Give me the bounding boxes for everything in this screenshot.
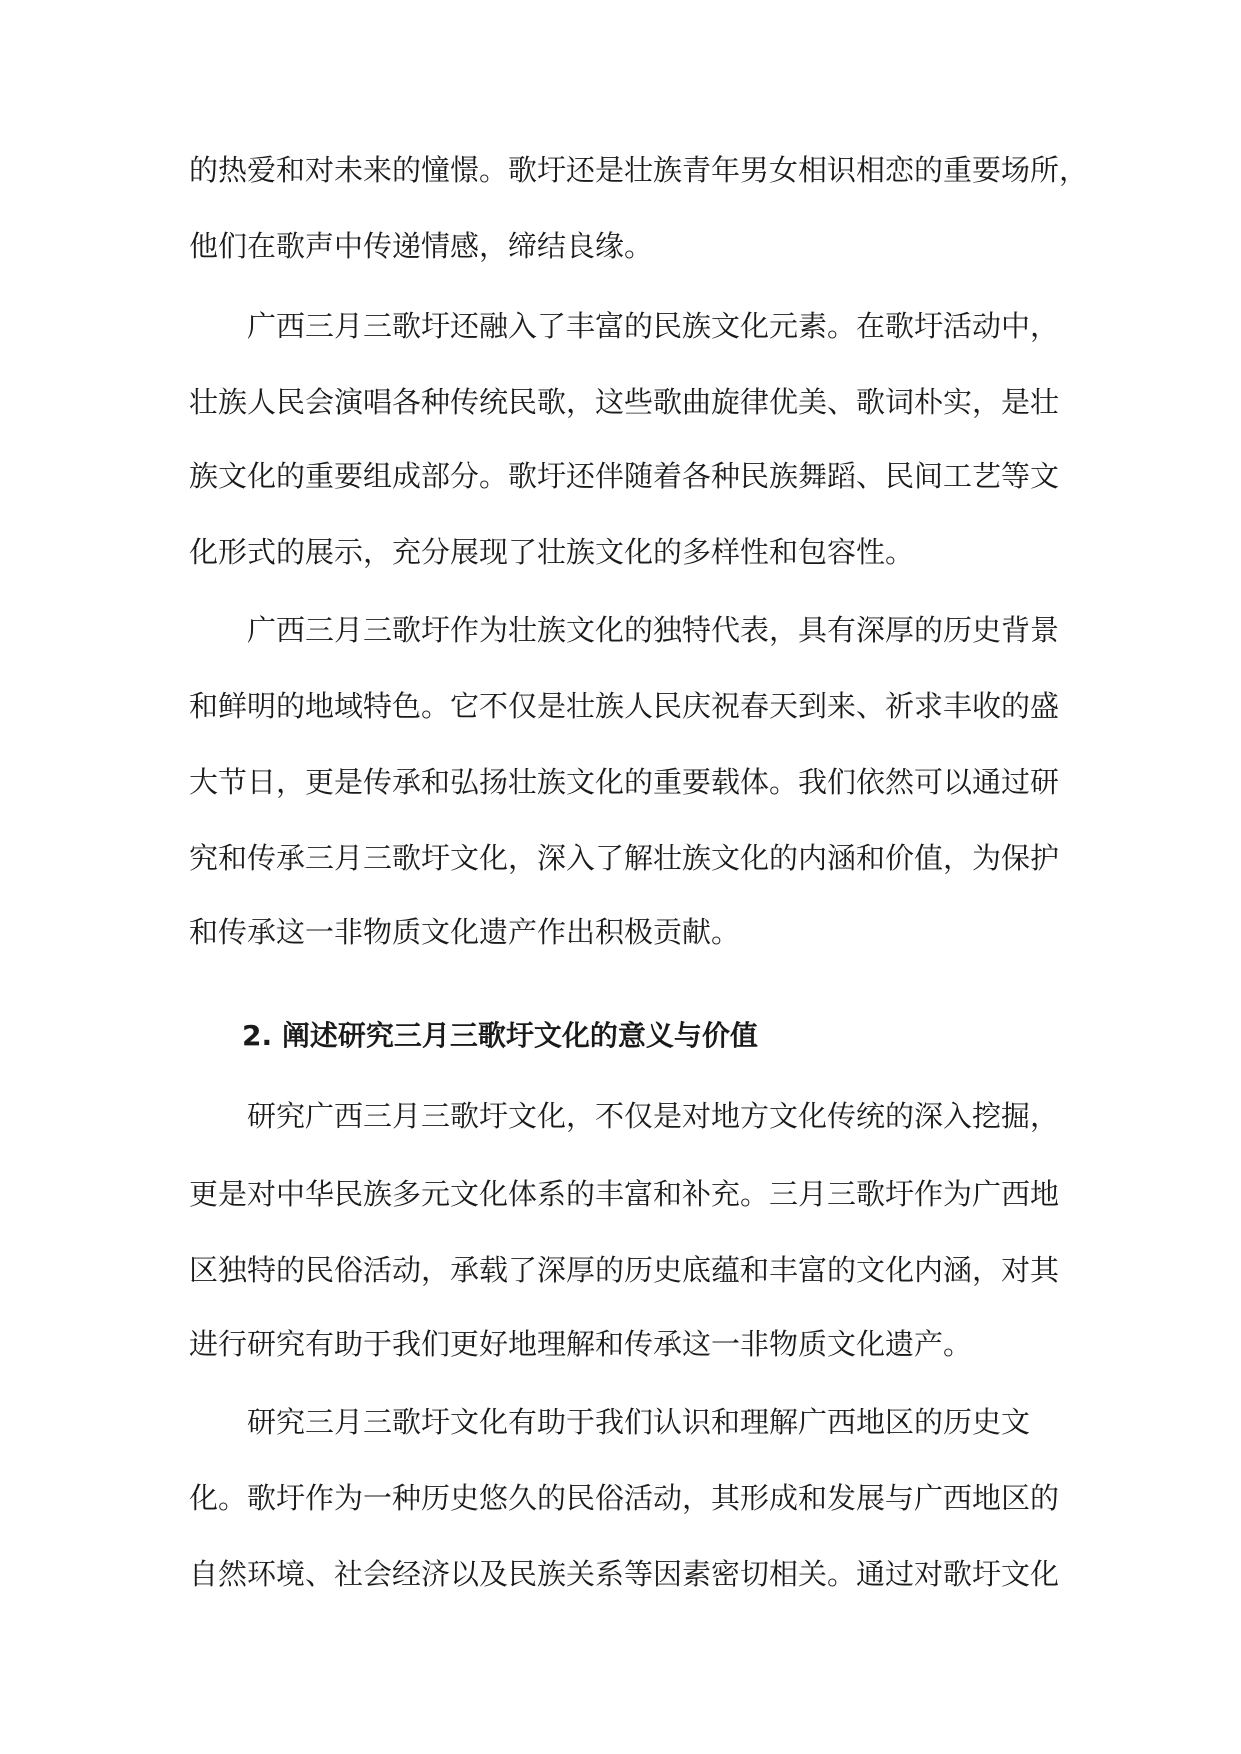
text-line: 进行研究有助于我们更好地理解和传承这一非物质文化遗产。 [189, 1327, 973, 1361]
text-line: 族文化的重要组成部分。歌圩还伴随着各种民族舞蹈、民间工艺等文 [189, 459, 1060, 493]
text-line: 究和传承三月三歌圩文化，深入了解壮族文化的内涵和价值，为保护 [189, 841, 1060, 875]
section-heading: 2. 阐述研究三月三歌圩文化的意义与价值 [242, 1019, 758, 1052]
text-line: 自然环境、社会经济以及民族关系等因素密切相关。通过对歌圩文化 [189, 1557, 1060, 1591]
text-line: 广西三月三歌圩作为壮族文化的独特代表，具有深厚的历史背景 [247, 613, 1060, 647]
text-line: 他们在歌声中传递情感，缔结良缘。 [189, 229, 654, 263]
text-line: 研究广西三月三歌圩文化，不仅是对地方文化传统的深入挖掘， [247, 1099, 1060, 1133]
text-line: 化。歌圩作为一种历史悠久的民俗活动，其形成和发展与广西地区的 [189, 1481, 1060, 1515]
text-line: 壮族人民会演唱各种传统民歌，这些歌曲旋律优美、歌词朴实，是壮 [189, 385, 1060, 419]
text-line: 广西三月三歌圩还融入了丰富的民族文化元素。在歌圩活动中， [247, 309, 1060, 343]
text-line: 和传承这一非物质文化遗产作出积极贡献。 [189, 915, 741, 949]
text-line: 和鲜明的地域特色。它不仅是壮族人民庆祝春天到来、祈求丰收的盛 [189, 689, 1060, 723]
text-line: 更是对中华民族多元文化体系的丰富和补充。三月三歌圩作为广西地 [189, 1177, 1060, 1211]
text-line: 的热爱和对未来的憧憬。歌圩还是壮族青年男女相识相恋的重要场所， [189, 153, 1089, 187]
text-line: 化形式的展示，充分展现了壮族文化的多样性和包容性。 [189, 535, 915, 569]
text-line: 大节日，更是传承和弘扬壮族文化的重要载体。我们依然可以通过研 [189, 765, 1060, 799]
text-line: 研究三月三歌圩文化有助于我们认识和理解广西地区的历史文 [247, 1405, 1031, 1439]
text-line: 区独特的民俗活动，承载了深厚的历史底蕴和丰富的文化内涵，对其 [189, 1253, 1060, 1287]
